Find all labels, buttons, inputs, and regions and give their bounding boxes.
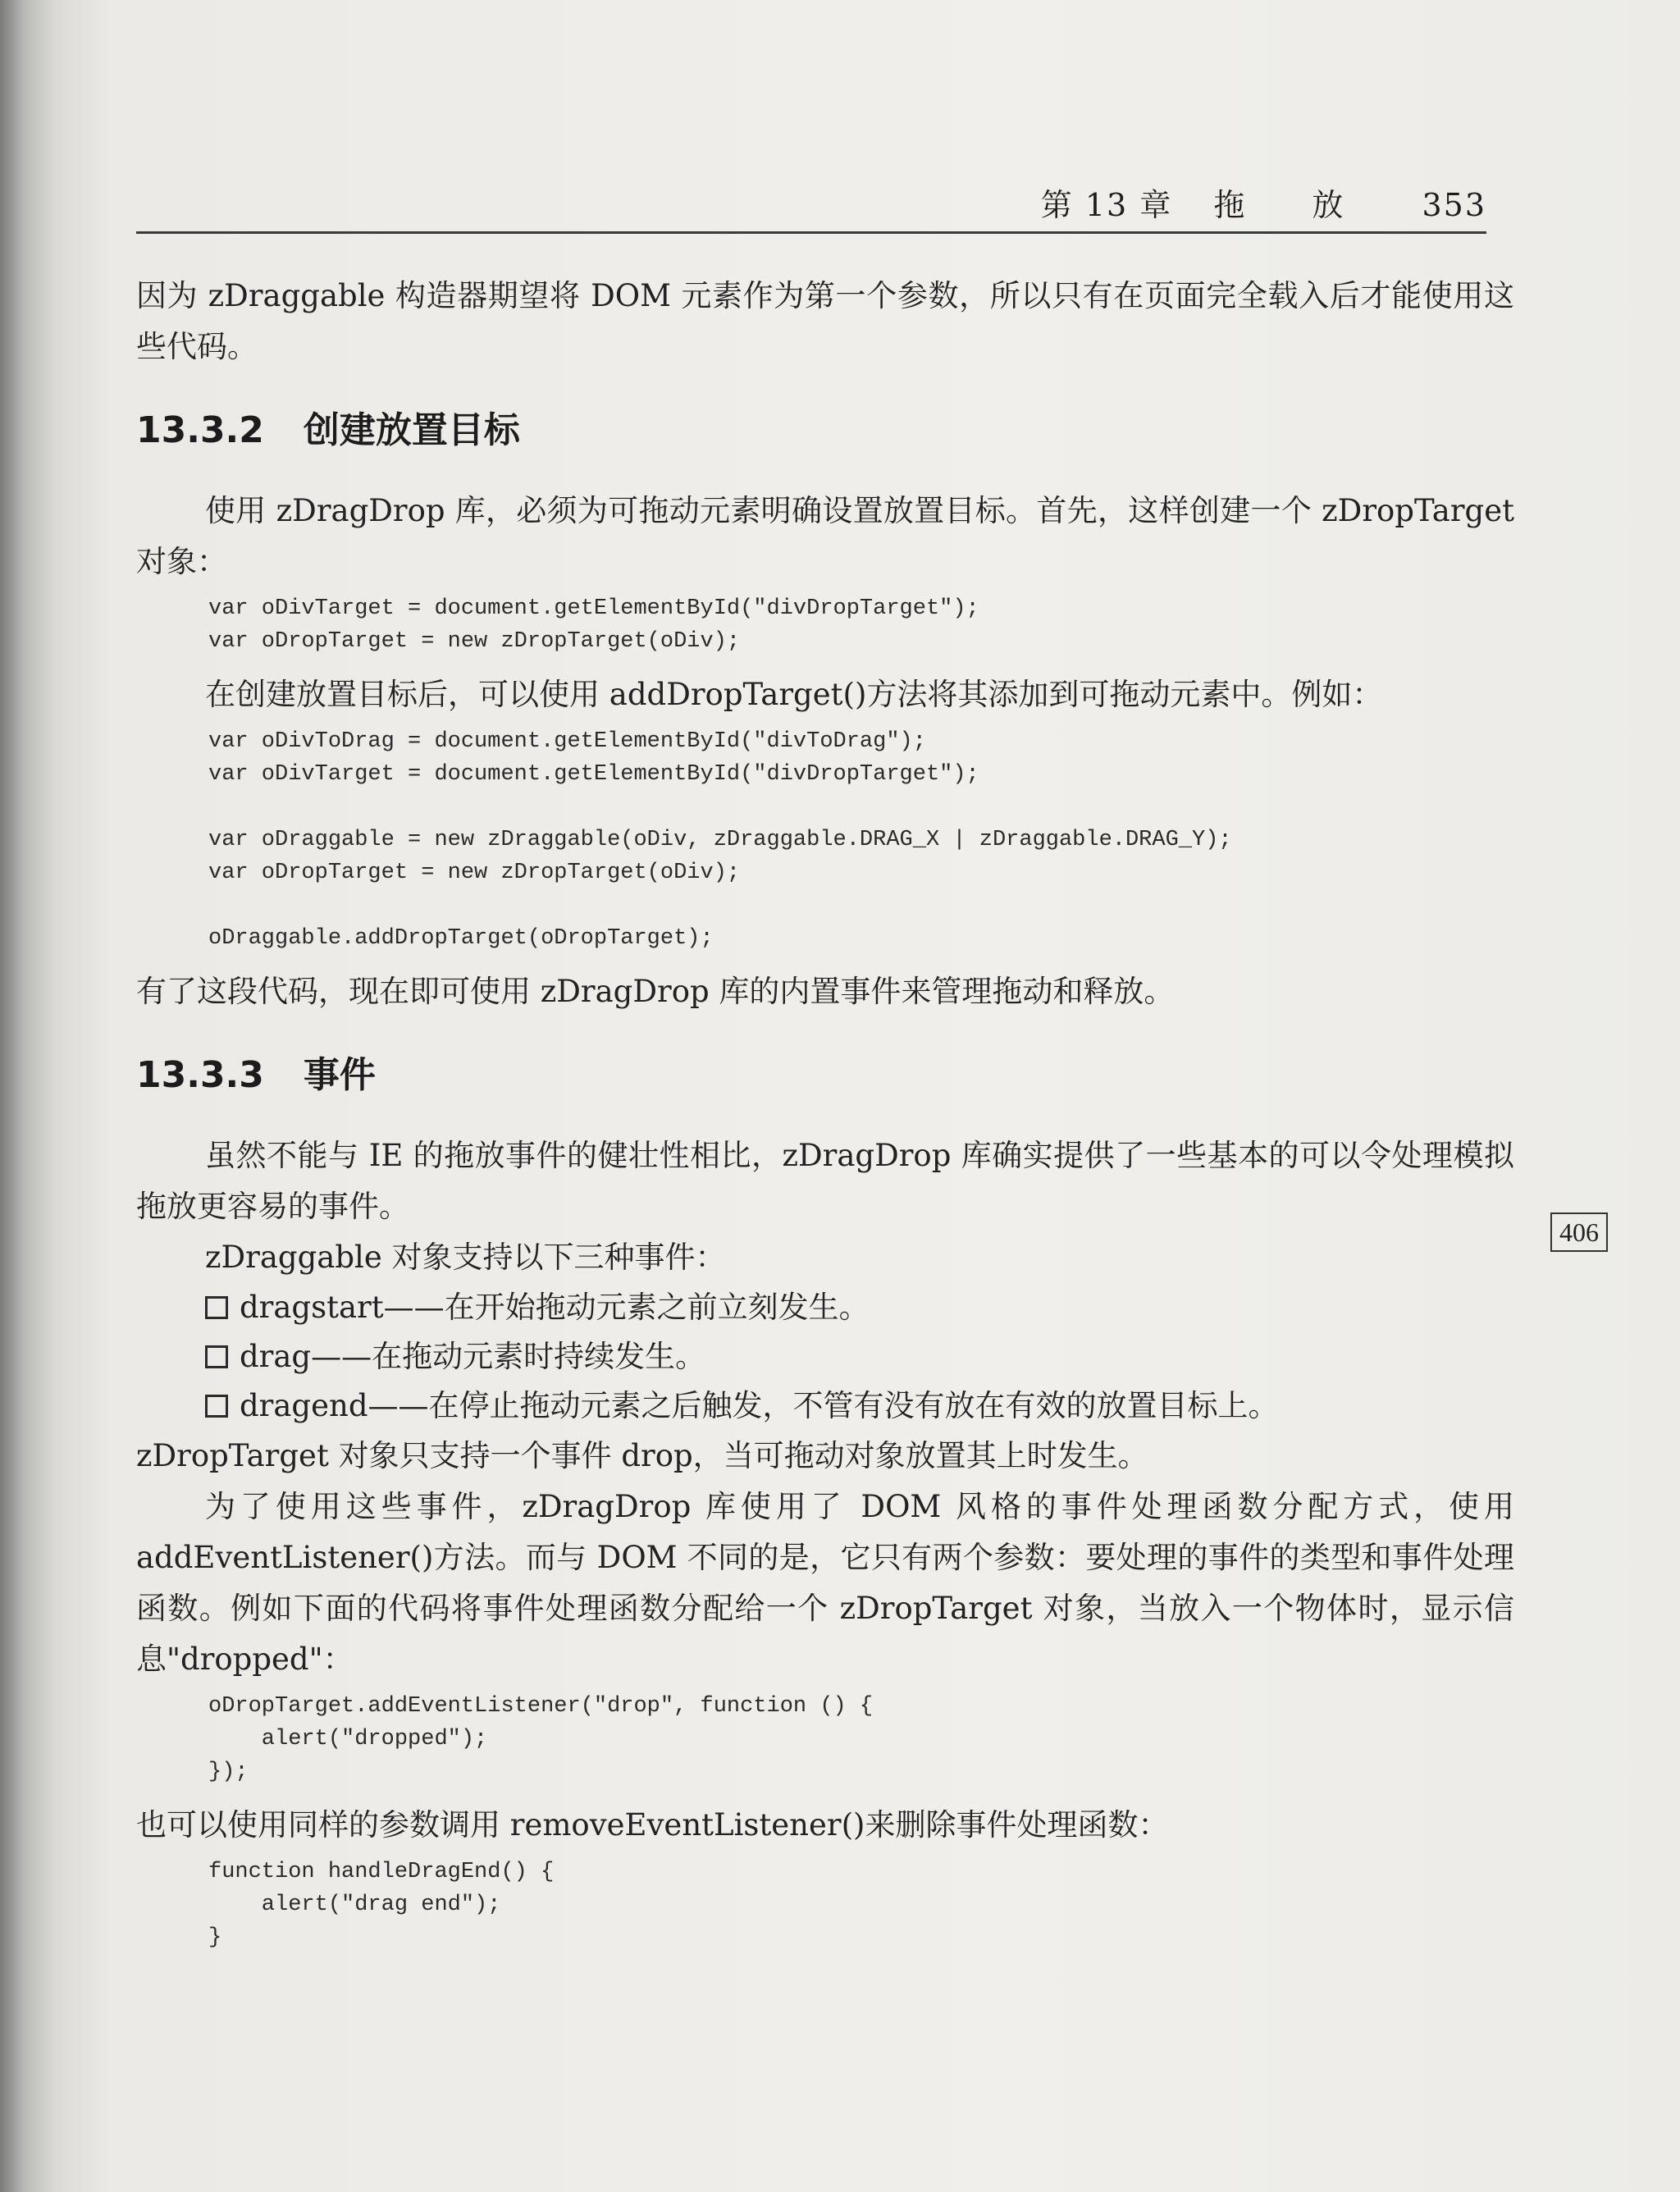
checkbox-bullet-icon bbox=[205, 1296, 228, 1319]
paragraph-remove-listener: 也可以使用同样的参数调用 removeEventListener()来删除事件处理函数： bbox=[136, 1807, 1169, 1843]
paragraph-add-target: 在创建放置目标后，可以使用 addDropTarget()方法将其添加到可拖动元素中。例如： bbox=[205, 677, 1383, 712]
checkbox-bullet-icon bbox=[205, 1395, 228, 1418]
running-header bbox=[136, 182, 1486, 234]
paragraph-intro: 因为 zDraggable 构造器期望将 DOM 元素作为第一个参数，所以只有在页面完全载入后才能使用这些代码。 bbox=[136, 278, 1514, 364]
code-block-1: var oDivTarget = document.getElementById("divDropTarget"); var oDropTarget = new zDropTarget(oDiv); bbox=[208, 596, 979, 654]
paragraph-droptarget-event: zDropTarget 对象只支持一个事件 drop，当可拖动对象放置其上时发生。 bbox=[136, 1438, 1148, 1473]
paragraph-summary: 有了这段代码，现在即可使用 zDragDrop 库的内置事件来管理拖动和释放。 bbox=[136, 974, 1175, 1009]
heading-title: 事件 bbox=[303, 1054, 376, 1096]
page-number: 353 bbox=[1422, 187, 1486, 223]
paragraph-zdraggable-events: zDraggable 对象支持以下三种事件： bbox=[205, 1240, 726, 1275]
event-list bbox=[205, 1283, 1514, 1431]
page-body bbox=[136, 271, 1514, 1966]
list-item: dragend——在停止拖动元素之后触发，不管有没有放在有效的放置目标上。 bbox=[205, 1381, 1514, 1431]
original-page-note: 406 bbox=[1550, 1212, 1608, 1252]
chapter-title: 拖 放 bbox=[1213, 187, 1345, 223]
paragraph-events-intro: 虽然不能与 IE 的拖放事件的健壮性相比，zDragDrop 库确实提供了一些基本的可以令处理模拟拖放更容易的事件。 bbox=[136, 1138, 1514, 1224]
header-text bbox=[1033, 180, 1486, 225]
heading-number: 13.3.2 bbox=[136, 409, 264, 451]
code-block-3: oDropTarget.addEventListener("drop", function () { alert("dropped"); }); bbox=[208, 1694, 874, 1784]
chapter-label: 第 13 章 bbox=[1040, 187, 1173, 223]
heading-number: 13.3.3 bbox=[136, 1054, 264, 1096]
list-item: drag——在拖动元素时持续发生。 bbox=[205, 1332, 1514, 1381]
heading-title: 创建放置目标 bbox=[303, 409, 520, 451]
code-block-4: function handleDragEnd() { alert("drag end"); } bbox=[208, 1860, 555, 1950]
section-heading-13-3-3 bbox=[136, 1047, 1514, 1104]
section-heading-13-3-2 bbox=[136, 402, 1514, 459]
list-item: dragstart——在开始拖动元素之前立刻发生。 bbox=[205, 1283, 1514, 1332]
code-block-2: var oDivToDrag = document.getElementById("divToDrag"); var oDivTarget = document.getElementById("divDropTarget"); var oDraggable = new zDraggable(oDiv, zDraggable.DRAG_X | zDraggable.DRAG_Y); var oDropTarget = new zDropTarget(oDiv); oDraggable.addDropTarget(oDropTarget); bbox=[208, 729, 1232, 951]
checkbox-bullet-icon bbox=[205, 1345, 228, 1368]
paragraph-create-target: 使用 zDragDrop 库，必须为可拖动元素明确设置放置目标。首先，这样创建一个 zDropTarget 对象： bbox=[136, 493, 1514, 579]
paragraph-event-listener: 为了使用这些事件，zDragDrop 库使用了 DOM 风格的事件处理函数分配方式，使用 addEventListener()方法。而与 DOM 不同的是，它只有两个参数：要处理的事件的类型和事件处理函数。例如下面的代码将事件处理函数分配给一个 zDropTarget 对象，当放入一个物体时，显示信息"dropped"： bbox=[136, 1489, 1514, 1677]
